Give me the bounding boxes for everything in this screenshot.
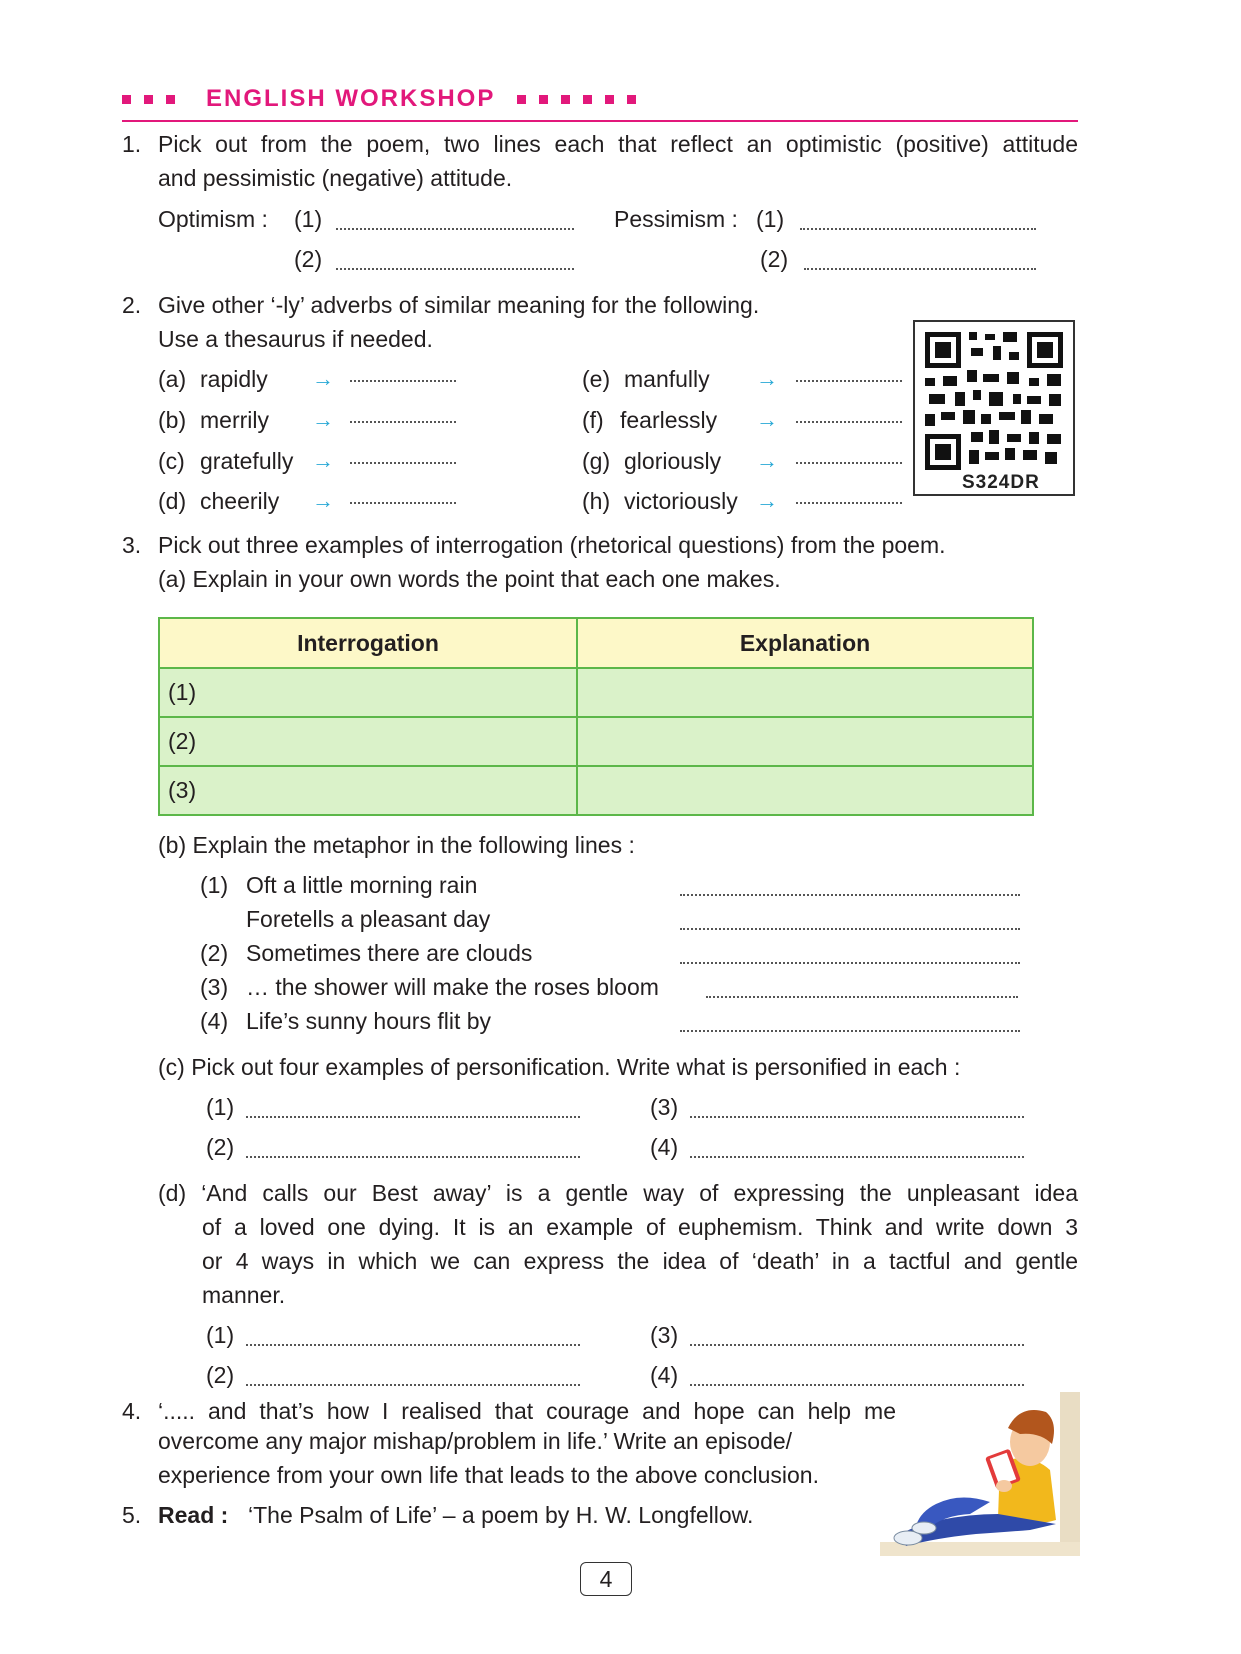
header-square-icon [122,95,131,104]
q1-line2: and pessimistic (negative) attitude. [158,165,513,191]
metaphor-number: (1) [200,872,229,898]
arrow-right-icon: → [756,448,778,473]
column-header-explanation: Explanation [577,618,1033,668]
q3c-line: (c) Pick out four examples of personification. Write what is personified in each : [158,1054,961,1080]
header-square-icon [605,95,614,104]
arrow-right-icon: → [312,366,334,391]
euphemism-marker: (4) [650,1362,679,1388]
header-title: ENGLISH WORKSHOP [206,85,496,112]
metaphor-number: (2) [200,940,229,966]
personification-marker: (1) [206,1094,235,1120]
table-cell-explanation[interactable] [577,717,1033,766]
q5-number: 5. [122,1502,142,1528]
header-rule [122,120,1078,122]
adverb-word: gratefully [200,448,294,474]
table-header-row [159,618,1033,668]
q3d-line3: or 4 ways in which we can express the idea of ‘death’ in a tactful and gentle [202,1248,1078,1274]
personification-marker: (4) [650,1134,679,1160]
pessimism-label: Pessimism : [614,206,738,232]
adverb-word: cheerily [200,488,280,514]
metaphor-number: (4) [200,1008,229,1034]
q4-line3: experience from your own life that leads to the above conclusion. [158,1462,819,1488]
arrow-right-icon: → [312,488,334,513]
q2-line1: Give other ‘-ly’ adverbs of similar meaning for the following. [158,292,760,318]
adverb-blank[interactable] [796,462,902,464]
metaphor-text: Foretells a pleasant day [246,906,491,932]
header-square-icon [561,95,570,104]
q1-number: 1. [122,131,142,157]
optimism-2-marker: (2) [294,246,323,272]
q2-line2: Use a thesaurus if needed. [158,326,433,352]
q3-number: 3. [122,532,142,558]
adverb-label: (d) [158,488,187,514]
adverb-label: (h) [582,488,611,514]
euphemism-blank[interactable] [690,1344,1024,1346]
table-row [159,717,1033,766]
metaphor-text: Oft a little morning rain [246,872,478,898]
q5-read-label: Read : [158,1502,229,1528]
table-row [159,766,1033,815]
interrogation-table [158,617,1034,816]
euphemism-marker: (1) [206,1322,235,1348]
optimism-label: Optimism : [158,206,268,232]
q5-text: ‘The Psalm of Life’ – a poem by H. W. Longfellow. [248,1502,754,1528]
adverb-word: victoriously [624,488,738,514]
arrow-right-icon: → [312,407,334,432]
euphemism-blank[interactable] [246,1344,580,1346]
table-cell-explanation[interactable] [577,766,1033,815]
qr-code-label: S324DR [962,472,1040,493]
adverb-word: manfully [624,366,710,392]
adverb-word: gloriously [624,448,722,474]
metaphor-blank[interactable] [680,962,1020,964]
adverb-label: (e) [582,366,611,392]
euphemism-blank[interactable] [246,1384,580,1386]
q3b-line: (b) Explain the metaphor in the following lines : [158,832,635,858]
table-cell-explanation[interactable] [577,668,1033,717]
personification-marker: (3) [650,1094,679,1120]
q4-line1: ‘..... and that’s how I realised that courage and hope can help me [158,1398,896,1424]
adverb-word: fearlessly [620,407,718,433]
arrow-right-icon: → [756,488,778,513]
q4-number: 4. [122,1398,142,1424]
q4-line2: overcome any major mishap/problem in life.’ Write an episode/ [158,1428,793,1454]
personification-blank[interactable] [690,1156,1024,1158]
adverb-label: (c) [158,448,185,474]
optimism-1-marker: (1) [294,206,323,232]
adverb-blank[interactable] [796,421,902,423]
adverb-blank[interactable] [796,502,902,504]
euphemism-blank[interactable] [690,1384,1024,1386]
optimism-2-blank[interactable] [336,268,574,270]
adverb-label: (g) [582,448,611,474]
metaphor-text: … the shower will make the roses bloom [246,974,659,1000]
euphemism-marker: (3) [650,1322,679,1348]
adverb-label: (f) [582,407,604,433]
pessimism-2-blank[interactable] [804,268,1036,270]
metaphor-blank[interactable] [680,928,1020,930]
q3d-line4: manner. [202,1282,286,1308]
column-header-interrogation: Interrogation [159,618,577,668]
header-square-icon [144,95,153,104]
personification-marker: (2) [206,1134,235,1160]
table-cell-interrogation[interactable]: (1) [159,668,577,717]
arrow-right-icon: → [312,448,334,473]
qr-code-icon[interactable] [913,320,1075,496]
adverb-word: merrily [200,407,269,433]
arrow-right-icon: → [756,366,778,391]
pessimism-2-marker: (2) [760,246,789,272]
q3d-line2: of a loved one dying. It is an example of euphemism. Think and write down 3 [202,1214,1078,1240]
header-square-icon [166,95,175,104]
header-square-icon [539,95,548,104]
table-cell-interrogation[interactable]: (3) [159,766,577,815]
personification-blank[interactable] [690,1116,1024,1118]
adverb-blank[interactable] [350,421,456,423]
adverb-label: (a) [158,366,187,392]
adverb-blank[interactable] [796,380,902,382]
metaphor-blank[interactable] [680,894,1020,896]
q3d-line1: (d) ‘And calls our Best away’ is a gentle way of expressing the unpleasant idea [158,1180,1078,1206]
optimism-1-blank[interactable] [336,228,574,230]
metaphor-text: Sometimes there are clouds [246,940,533,966]
adverb-blank[interactable] [350,502,456,504]
arrow-right-icon: → [756,407,778,432]
adverb-blank[interactable] [350,462,456,464]
adverb-label: (b) [158,407,187,433]
header-square-icon [583,95,592,104]
header-square-icon [627,95,636,104]
q1-line1: Pick out from the poem, two lines each that reflect an optimistic (positive) attitude [158,131,1078,157]
adverb-blank[interactable] [350,380,456,382]
section-header [122,84,649,114]
metaphor-text: Life’s sunny hours flit by [246,1008,492,1034]
metaphor-blank[interactable] [680,1030,1020,1032]
page-number: 4 [580,1562,632,1596]
q3-line1: Pick out three examples of interrogation (rhetorical questions) from the poem. [158,532,946,558]
personification-blank[interactable] [246,1116,580,1118]
table-row [159,668,1033,717]
metaphor-number: (3) [200,974,229,1000]
header-square-icon [517,95,526,104]
pessimism-1-marker: (1) [756,206,785,232]
euphemism-marker: (2) [206,1362,235,1388]
q3a-line: (a) Explain in your own words the point that each one makes. [158,566,781,592]
metaphor-blank[interactable] [706,996,1018,998]
table-cell-interrogation[interactable]: (2) [159,717,577,766]
pessimism-1-blank[interactable] [800,228,1036,230]
q2-number: 2. [122,292,142,318]
adverb-word: rapidly [200,366,268,392]
personification-blank[interactable] [246,1156,580,1158]
boy-reading-illustration [880,1392,1080,1556]
